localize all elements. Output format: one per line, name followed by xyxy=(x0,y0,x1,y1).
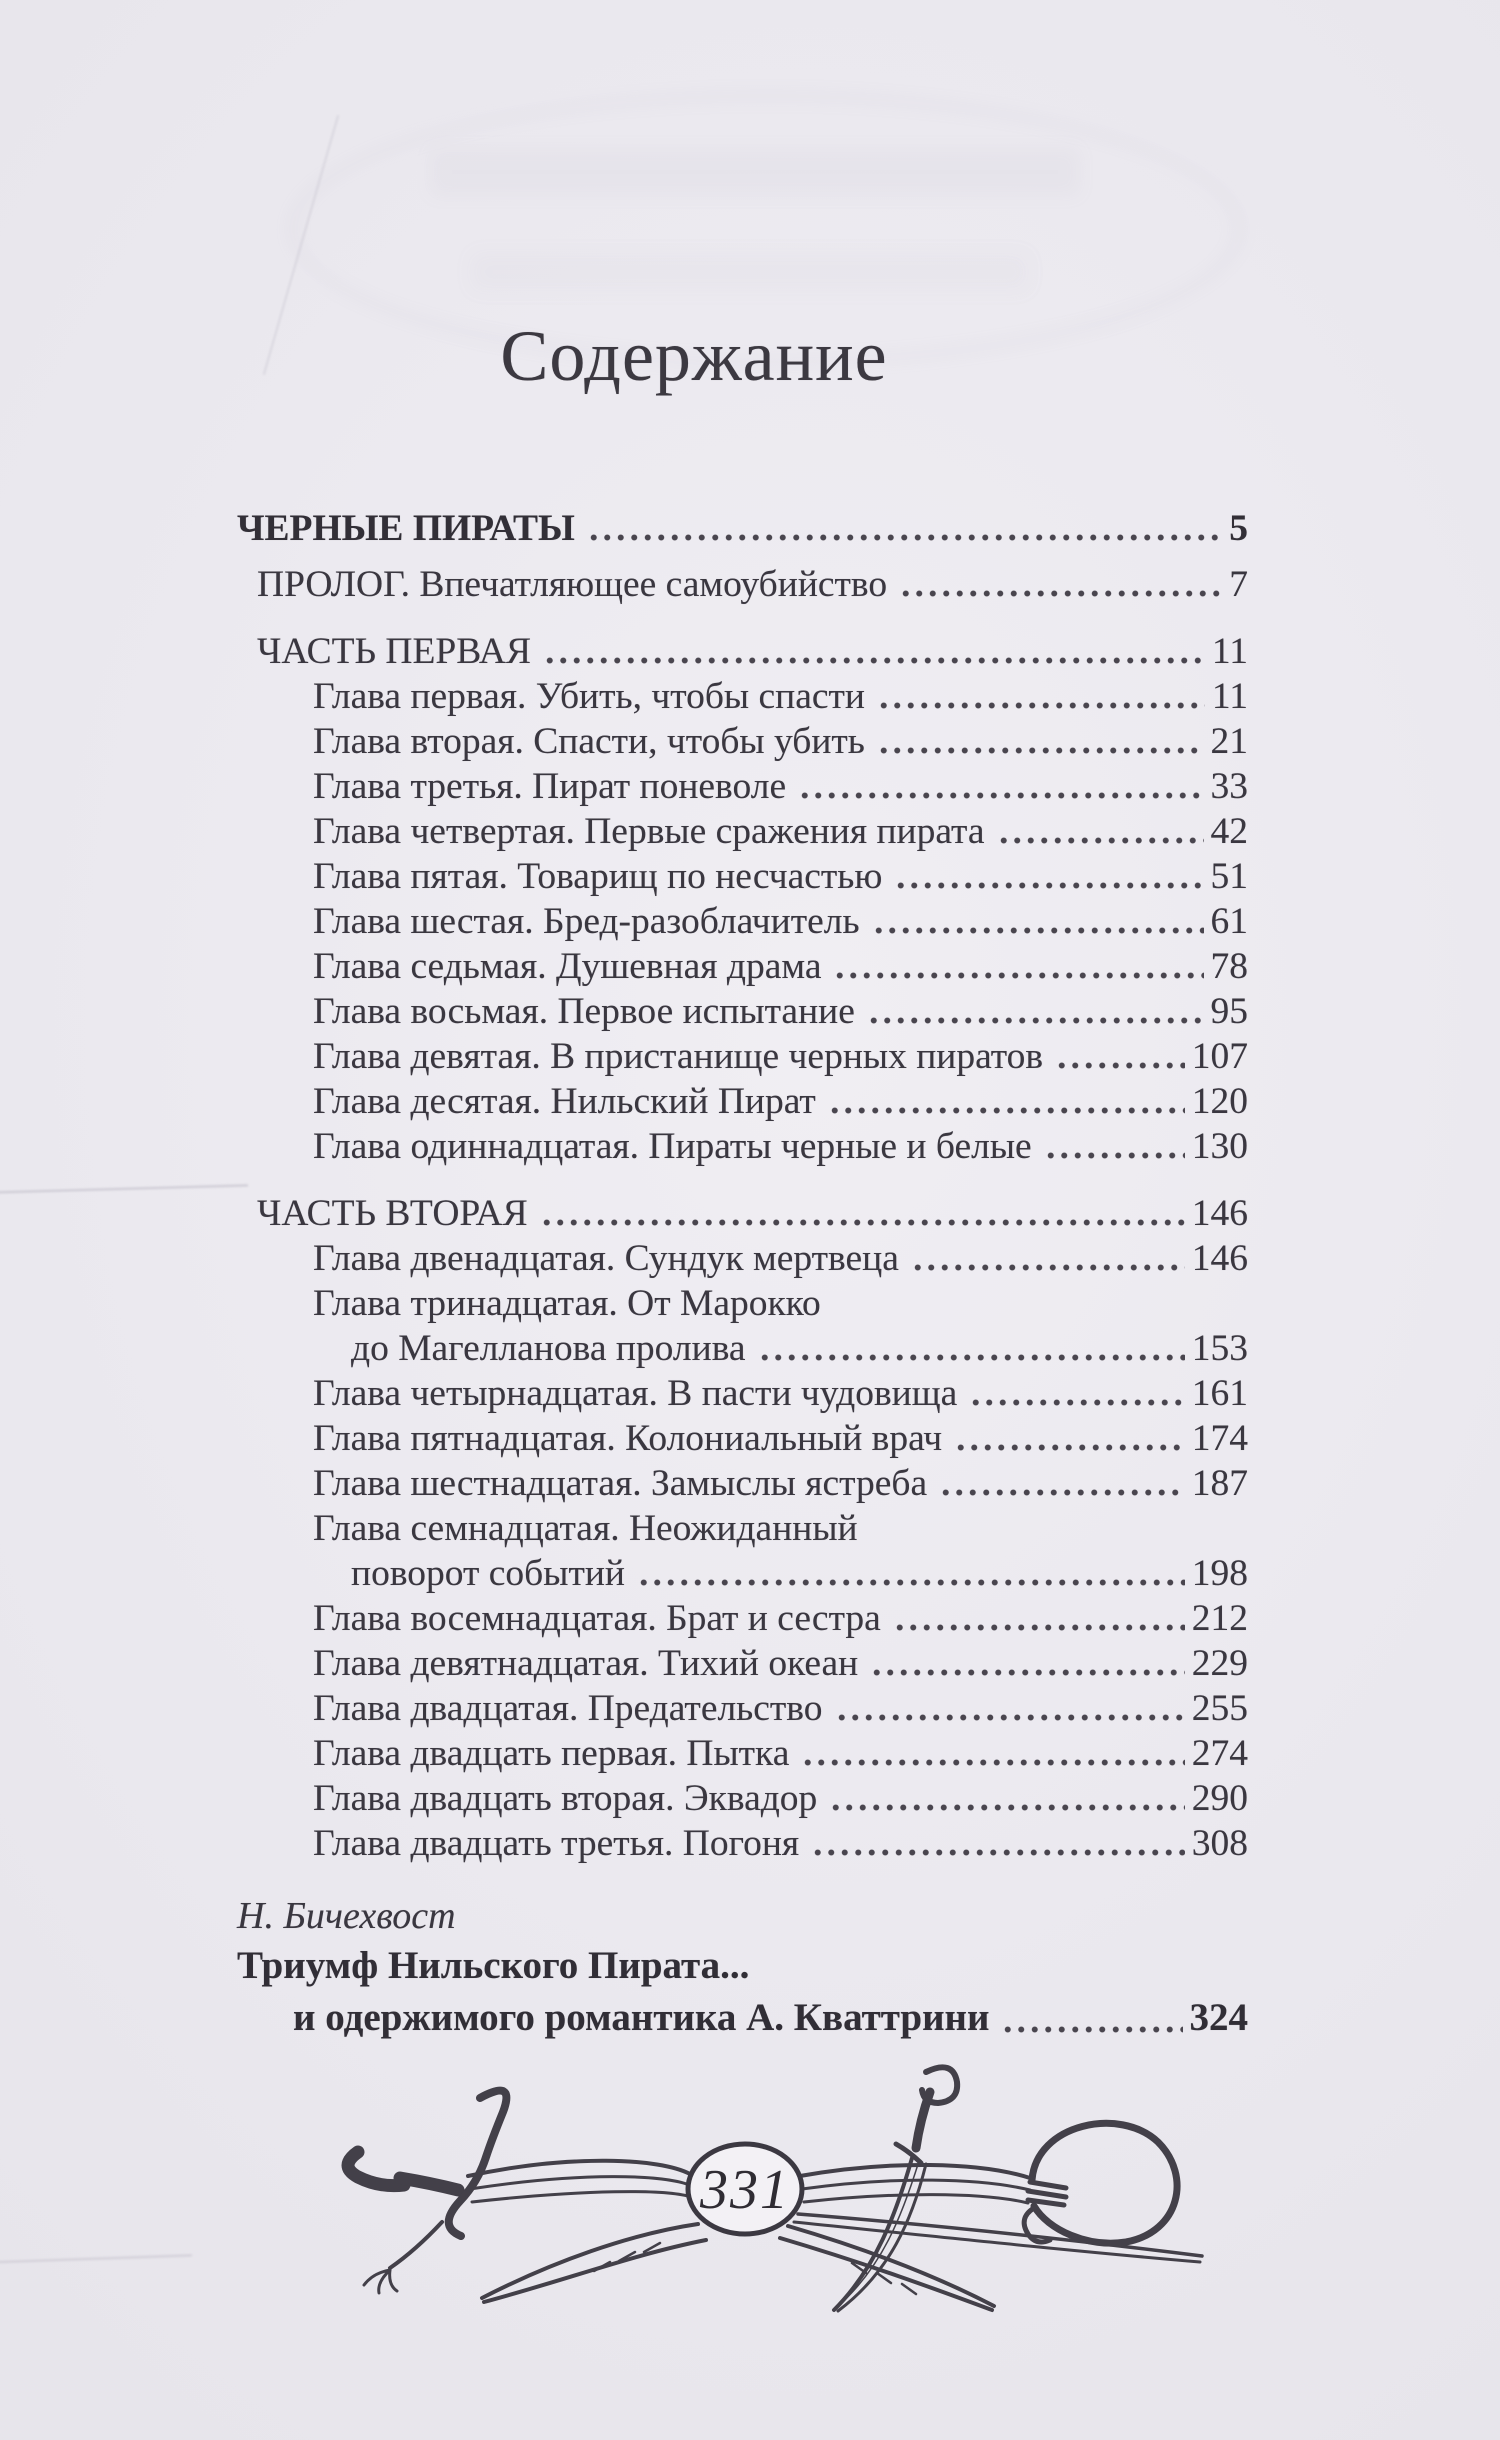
toc-page-number: 21 xyxy=(1210,721,1248,762)
toc-page-number: 212 xyxy=(1191,1598,1248,1639)
toc-entry xyxy=(257,1191,1248,1236)
toc-page-number: 61 xyxy=(1210,901,1248,942)
toc-entry-label: Глава пятая. Товарищ по несчастью xyxy=(313,856,883,897)
toc-leader-dots xyxy=(875,719,1204,764)
toc-entry-label: ЧЕРНЫЕ ПИРАТЫ xyxy=(237,508,575,549)
toc-leader-dots xyxy=(868,1641,1185,1686)
toc-leader-dots xyxy=(1053,1034,1185,1079)
toc-leader-dots xyxy=(952,1416,1185,1461)
toc-entry xyxy=(313,1686,1248,1731)
toc-entry-label: Глава третья. Пират поневоле xyxy=(313,766,787,807)
toc-entry xyxy=(313,809,1248,854)
toc-list xyxy=(237,506,1248,1866)
toc-leader-dots xyxy=(892,854,1203,899)
toc-entry xyxy=(313,1731,1248,1776)
toc-page-number: 42 xyxy=(1210,811,1248,852)
toc-page-number: 11 xyxy=(1211,631,1248,672)
toc-page-number: 229 xyxy=(1191,1643,1248,1684)
toc-entry-label: Глава двадцать вторая. Эквадор xyxy=(313,1778,818,1819)
crossed-swords-ornament xyxy=(330,2056,1230,2334)
toc-leader-dots xyxy=(541,629,1205,674)
toc-entry xyxy=(313,854,1248,899)
toc-page-number: 290 xyxy=(1191,1778,1248,1819)
toc-page-number: 5 xyxy=(1229,508,1248,549)
toc-entry-label: Глава двенадцатая. Сундук мертвеца xyxy=(313,1238,899,1279)
toc-entry xyxy=(313,1461,1248,1506)
toc-page-number: 198 xyxy=(1191,1553,1248,1594)
toc-leader-dots xyxy=(909,1236,1185,1281)
toc-leader-dots xyxy=(865,989,1204,1034)
toc-entry-label: Глава девятая. В пристанище черных пиратов xyxy=(313,1036,1044,1077)
toc-entry-label: Глава четвертая. Первые сражения пирата xyxy=(313,811,985,852)
toc-entry-label: Глава пятнадцатая. Колониальный врач xyxy=(313,1418,943,1459)
toc-page-number: 324 xyxy=(1189,1996,1248,2039)
toc-entry-label: ЧАСТЬ ПЕРВАЯ xyxy=(257,631,531,672)
toc-entry-label: Глава шестая. Бред-разоблачитель xyxy=(313,901,860,942)
toc-page-number: 308 xyxy=(1191,1823,1248,1864)
toc-entry xyxy=(313,1034,1248,1079)
toc-entry xyxy=(313,899,1248,944)
toc-leader-dots xyxy=(999,1992,1182,2044)
toc-page-number: 33 xyxy=(1210,766,1248,807)
toc-entry-label: Глава первая. Убить, чтобы спасти xyxy=(313,676,865,717)
toc-entry xyxy=(313,1236,1248,1281)
toc-leader-dots xyxy=(875,674,1205,719)
crossed-swords-icon xyxy=(330,2056,1230,2334)
toc-leader-dots xyxy=(756,1326,1185,1371)
toc-entry-label: Глава семнадцатая. Неожиданный xyxy=(313,1508,858,1549)
toc-entry-label: ЧАСТЬ ВТОРАЯ xyxy=(257,1193,528,1234)
toc-leader-dots xyxy=(799,1731,1184,1776)
toc-entry xyxy=(351,1551,1248,1596)
toc-entry-label: до Магелланова пролива xyxy=(351,1328,746,1369)
toc-page-number: 11 xyxy=(1211,676,1248,717)
toc-page-number: 95 xyxy=(1210,991,1248,1032)
toc-page-number: 51 xyxy=(1210,856,1248,897)
appendix-author: Н. Бичехвост xyxy=(237,1895,456,1937)
toc-leader-dots xyxy=(967,1371,1184,1416)
paper-crease xyxy=(0,2254,192,2263)
toc-leader-dots xyxy=(796,764,1203,809)
toc-entry-label: Глава восемнадцатая. Брат и сестра xyxy=(313,1598,881,1639)
toc-entry-label: поворот событий xyxy=(351,1553,625,1594)
toc-entry xyxy=(313,674,1248,719)
toc-entry-label: Глава шестнадцатая. Замыслы ястреба xyxy=(313,1463,928,1504)
appendix-title-line1: Триумф Нильского Пирата... xyxy=(237,1944,750,1987)
toc-leader-dots xyxy=(826,1079,1185,1124)
toc-leader-dots xyxy=(995,809,1204,854)
toc-entry-label: Глава двадцать третья. Погоня xyxy=(313,1823,800,1864)
toc-entry xyxy=(313,1124,1248,1169)
toc-entry xyxy=(237,506,1248,551)
toc-leader-dots xyxy=(585,506,1222,551)
toc-leader-dots xyxy=(833,1686,1185,1731)
toc-page-number: 130 xyxy=(1191,1126,1248,1167)
toc-page-number: 146 xyxy=(1191,1193,1248,1234)
toc-entry xyxy=(313,1416,1248,1461)
toc-entry xyxy=(313,1281,1248,1326)
toc-leader-dots xyxy=(897,562,1222,607)
toc-entry xyxy=(293,1992,1248,2044)
toc-page-number: 120 xyxy=(1191,1081,1248,1122)
toc-entry-label: ПРОЛОГ. Впечатляющее самоубийство xyxy=(257,564,888,605)
toc-entry-label: Глава восьмая. Первое испытание xyxy=(313,991,855,1032)
toc-entry-label: Глава вторая. Спасти, чтобы убить xyxy=(313,721,865,762)
appendix-title-line2: и одержимого романтика А. Кваттрини xyxy=(293,1996,990,2039)
toc-entry-label: Глава седьмая. Душевная драма xyxy=(313,946,822,987)
toc-page-number: 78 xyxy=(1210,946,1248,987)
toc-leader-dots xyxy=(831,944,1203,989)
toc-entry-label: Глава девятнадцатая. Тихий океан xyxy=(313,1643,859,1684)
toc-entry xyxy=(257,562,1248,607)
toc-entry-label: Глава тринадцатая. От Марокко xyxy=(313,1283,821,1324)
toc-entry xyxy=(313,989,1248,1034)
toc-entry xyxy=(313,1821,1248,1866)
page-title: Содержание xyxy=(500,316,888,396)
toc-page-number: 7 xyxy=(1229,564,1248,605)
toc-entry xyxy=(313,1371,1248,1416)
toc-entry xyxy=(351,1326,1248,1371)
toc-leader-dots xyxy=(809,1821,1185,1866)
toc-page-number: 274 xyxy=(1191,1733,1248,1774)
appendix-block xyxy=(237,1892,1248,2044)
toc-entry-label: Глава двадцать первая. Пытка xyxy=(313,1733,790,1774)
toc-leader-dots xyxy=(635,1551,1185,1596)
paper-crease xyxy=(0,1184,248,1193)
toc-entry-label: Глава десятая. Нильский Пират xyxy=(313,1081,816,1122)
toc-entry-label: Глава одиннадцатая. Пираты черные и белые xyxy=(313,1126,1032,1167)
toc-page-number: 187 xyxy=(1191,1463,1248,1504)
toc-page-number: 255 xyxy=(1191,1688,1248,1729)
toc-leader-dots xyxy=(1042,1124,1185,1169)
toc-page-number: 174 xyxy=(1191,1418,1248,1459)
toc-entry-label: Глава четырнадцатая. В пасти чудовища xyxy=(313,1373,958,1414)
toc-page-number: 107 xyxy=(1191,1036,1248,1077)
footer-page-number: 331 xyxy=(700,2159,790,2221)
toc-entry xyxy=(313,1596,1248,1641)
toc-entry xyxy=(313,1079,1248,1124)
toc-leader-dots xyxy=(891,1596,1185,1641)
toc-page-number: 161 xyxy=(1191,1373,1248,1414)
toc-leader-dots xyxy=(538,1191,1185,1236)
toc-entry-label: Глава двадцатая. Предательство xyxy=(313,1688,823,1729)
toc-entry xyxy=(257,629,1248,674)
toc-leader-dots xyxy=(937,1461,1185,1506)
toc-entry xyxy=(313,764,1248,809)
toc-page-number: 146 xyxy=(1191,1238,1248,1279)
toc-entry xyxy=(313,1506,1248,1551)
toc-leader-dots xyxy=(827,1776,1184,1821)
toc-entry xyxy=(313,1776,1248,1821)
toc-leader-dots xyxy=(870,899,1204,944)
bleedthrough-ghost xyxy=(430,148,1080,196)
bleedthrough-ghost xyxy=(470,252,1030,292)
toc-entry xyxy=(313,719,1248,764)
toc-entry xyxy=(313,1641,1248,1686)
toc-entry xyxy=(313,944,1248,989)
toc-page-number: 153 xyxy=(1191,1328,1248,1369)
